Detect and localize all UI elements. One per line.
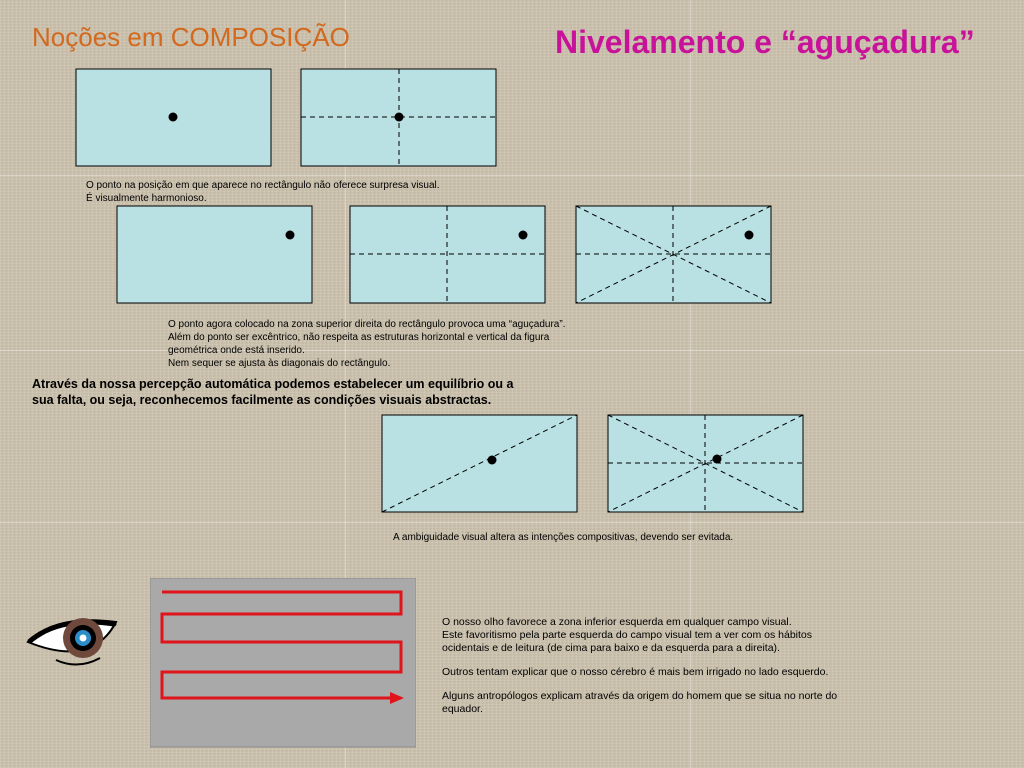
diagram-centered-dot-with-axes — [300, 68, 497, 167]
perception-statement: Através da nossa percepção automática podemos estabelecer um equilíbrio ou a sua falta, ou seja, reconhecemos facilmente as condições visuais abstractas. — [32, 377, 514, 407]
eye-preference-text — [442, 616, 892, 727]
paragraph: Alguns antropólogos explicam através da origem do homem que se situa no norte do equador. — [442, 690, 838, 715]
caption-harmony: O ponto na posição em que aparece no rectângulo não oferece surpresa visual. É visualmente harmonioso. — [86, 180, 440, 204]
dot-marker — [395, 113, 404, 122]
paragraph: Outros tentam explicar que o nosso cérebro é mais bem irrigado no lado esquerdo. — [442, 666, 829, 678]
dot-marker — [169, 113, 178, 122]
caption-sharpening: O ponto agora colocado na zona superior direita do rectângulo provoca uma “aguçadura”. Além do ponto ser excêntrico, não respeita as estruturas horizontal e vertical da figura geométrica onde está inserido. Nem sequer se ajusta às diagonais do rectângulo. — [168, 319, 566, 369]
reading-path-arrow-icon — [150, 578, 416, 748]
paragraph: O nosso olho favorece a zona inferior esquerda em qualquer campo visual. Este favoritismo pela parte esquerda do campo visual tem a ver com os hábitos ocidentais e de leitura (de cima para baixo e da esquerda para a direita). — [442, 616, 813, 654]
diagram-eccentric-dot-with-diagonals — [575, 205, 772, 304]
dot-marker — [519, 231, 528, 240]
background-seam — [0, 522, 1024, 523]
caption-ambiguity: A ambiguidade visual altera as intenções compositivas, devendo ser evitada. — [393, 532, 734, 543]
diagram-ambiguous-dot-grid — [607, 414, 804, 513]
dot-marker — [745, 231, 754, 240]
diagram-eccentric-dot-with-axes — [349, 205, 546, 304]
dot-marker — [488, 456, 497, 465]
background-seam — [0, 175, 1024, 176]
section-title: Noções em COMPOSIÇÃO — [32, 22, 350, 52]
diagram-centered-dot — [75, 68, 272, 167]
slide-title: Nivelamento e “aguçadura” — [555, 24, 975, 60]
eye-icon — [26, 612, 120, 670]
dot-marker — [286, 231, 295, 240]
diagram-ambiguous-dot-diagonal — [381, 414, 578, 513]
dot-marker — [713, 455, 722, 464]
diagram-eccentric-dot — [116, 205, 313, 304]
